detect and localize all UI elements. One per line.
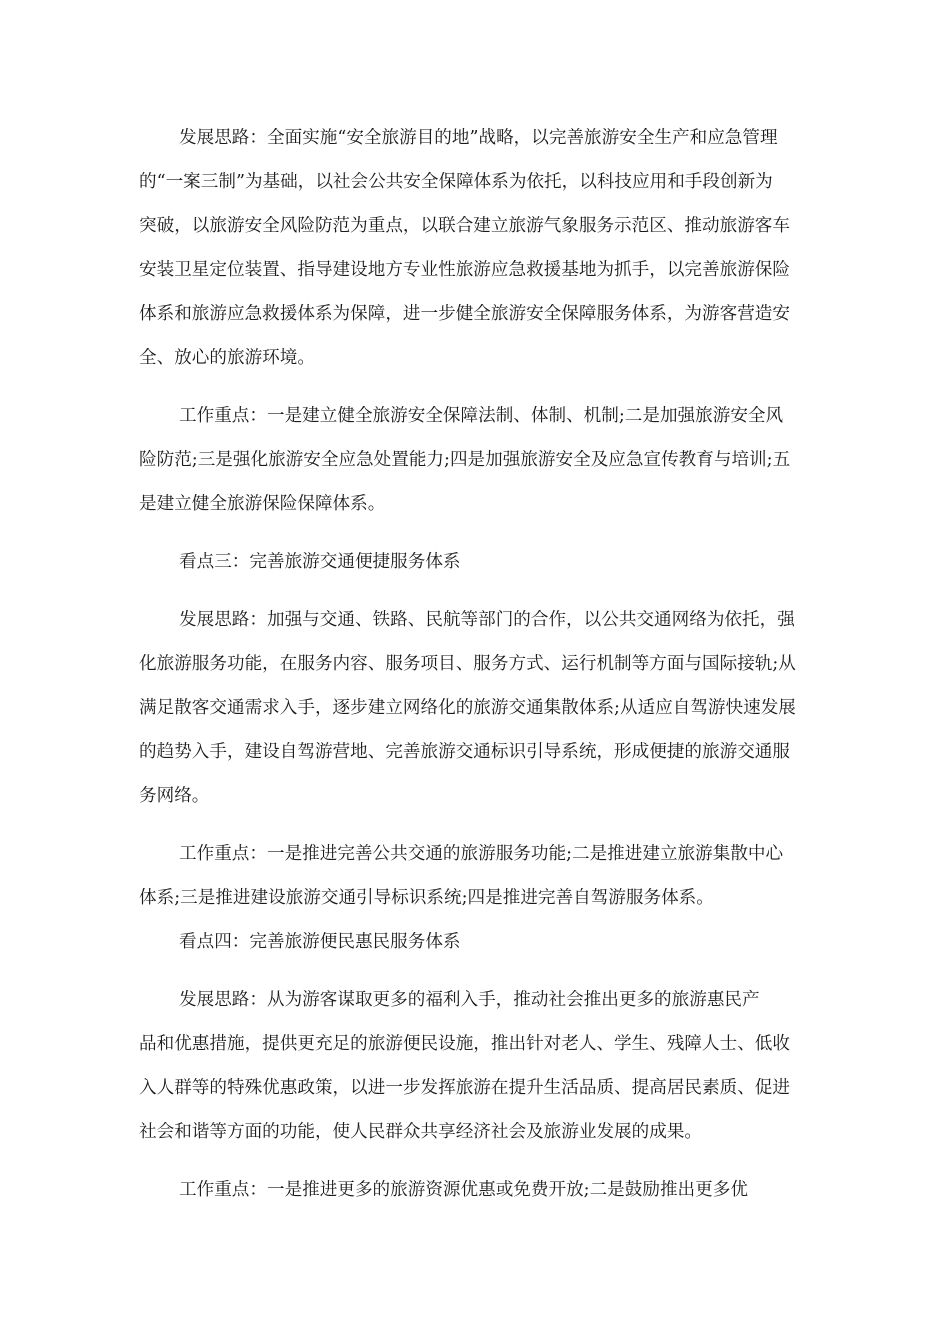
p2-line-2: 险防范;三是强化旅游安全应急处置能力;四是加强旅游安全及应急宣传教育与培训;五	[139, 450, 791, 470]
p1-line-1: 发展思路：全面实施“安全旅游目的地”战略，以完善旅游安全生产和应急管理	[179, 128, 778, 148]
p3-line-5: 务网络。	[139, 786, 210, 806]
p3-line-1: 发展思路：加强与交通、铁路、民航等部门的合作，以公共交通网络为依托，强	[179, 610, 795, 630]
p1-line-2: 的“一案三制”为基础，以社会公共安全保障体系为依托，以科技应用和手段创新为	[139, 172, 773, 192]
p3-line-2: 化旅游服务功能，在服务内容、服务项目、服务方式、运行机制等方面与国际接轨;从	[139, 654, 796, 674]
section-heading-3: 看点三：完善旅游交通便捷服务体系	[179, 552, 461, 572]
p3-line-4: 的趋势入手，建设自驾游营地、完善旅游交通标识引导系统，形成便捷的旅游交通服	[139, 742, 790, 762]
p6-line-1: 工作重点：一是推进更多的旅游资源优惠或免费开放;二是鼓励推出更多优	[179, 1180, 748, 1200]
p3-line-3: 满足散客交通需求入手，逐步建立网络化的旅游交通集散体系;从适应自驾游快速发展	[139, 698, 796, 718]
p1-line-5: 体系和旅游应急救援体系为保障，进一步健全旅游安全保障服务体系，为游客营造安	[139, 304, 790, 324]
p5-line-3: 入人群等的特殊优惠政策，以进一步发挥旅游在提升生活品质、提高居民素质、促进	[139, 1078, 790, 1098]
p4-line-1: 工作重点：一是推进完善公共交通的旅游服务功能;二是推进建立旅游集散中心	[179, 844, 784, 864]
p5-line-1: 发展思路：从为游客谋取更多的福利入手，推动社会推出更多的旅游惠民产	[179, 990, 760, 1010]
p5-line-4: 社会和谐等方面的功能，使人民群众共享经济社会及旅游业发展的成果。	[139, 1122, 703, 1142]
p1-line-4: 安装卫星定位装置、指导建设地方专业性旅游应急救援基地为抓手，以完善旅游保险	[139, 260, 790, 280]
p2-line-1: 工作重点：一是建立健全旅游安全保障法制、体制、机制;二是加强旅游安全风	[179, 406, 784, 426]
p1-line-3: 突破，以旅游安全风险防范为重点，以联合建立旅游气象服务示范区、推动旅游客车	[139, 216, 790, 236]
p4-line-2: 体系;三是推进建设旅游交通引导标识系统;四是推进完善自驾游服务体系。	[139, 888, 714, 908]
p1-line-6: 全、放心的旅游环境。	[139, 348, 315, 368]
section-heading-4: 看点四：完善旅游便民惠民服务体系	[179, 932, 461, 952]
p2-line-3: 是建立健全旅游保险保障体系。	[139, 494, 386, 514]
p5-line-2: 品和优惠措施，提供更充足的旅游便民设施，推出针对老人、学生、残障人士、低收	[139, 1034, 790, 1054]
